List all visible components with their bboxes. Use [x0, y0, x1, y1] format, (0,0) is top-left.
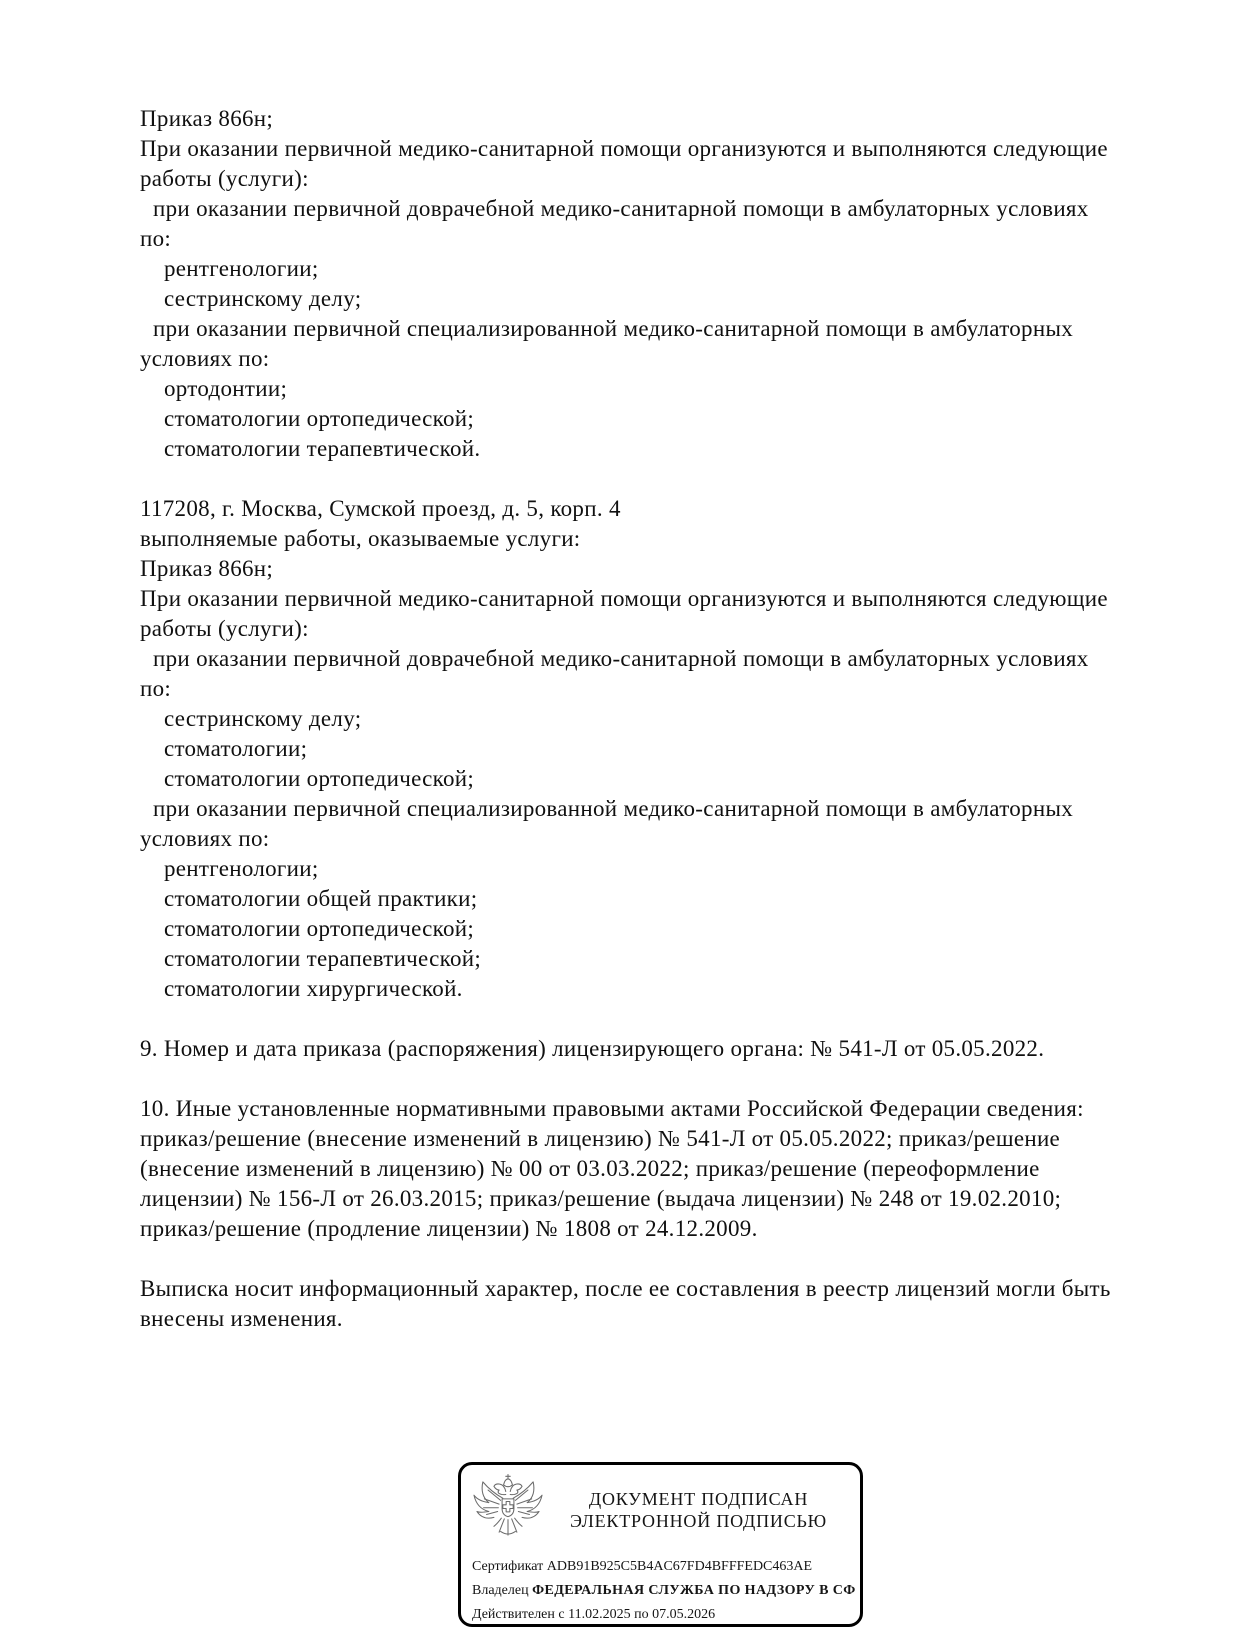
document-body: [140, 104, 1180, 1334]
text-line: 9. Номер и дата приказа (распоряжения) лицензирующего органа: № 541-Л от 05.05.2022.: [140, 1036, 1045, 1061]
text-line: работы (услуги):: [140, 616, 309, 641]
certificate-label: Сертификат: [472, 1559, 544, 1574]
block-address-and-services-second: [140, 494, 1180, 1004]
text-line: Приказ 866н;: [140, 556, 274, 581]
stamp-title: [545, 1488, 852, 1532]
text-line: 10. Иные установленные нормативными правовыми актами Российской Федерации сведения:: [140, 1096, 1084, 1121]
owner-line: [472, 1579, 860, 1603]
stamp-details: [461, 1547, 860, 1627]
signature-stamp: [458, 1462, 863, 1627]
block-disclaimer: [140, 1274, 1180, 1334]
text-line: при оказании первичной специализированной медико-санитарной помощи в амбулаторных: [153, 316, 1074, 341]
text-line: стоматологии ортопедической;: [164, 916, 475, 941]
text-line: При оказании первичной медико-санитарной помощи организуются и выполняются следующие: [140, 586, 1108, 611]
stamp-title-line2: ЭЛЕКТРОННОЙ ПОДПИСЬЮ: [570, 1511, 827, 1531]
text-line: работы (услуги):: [140, 166, 309, 191]
text-line: сестринскому делу;: [164, 286, 362, 311]
block-section-10: [140, 1094, 1180, 1244]
text-line: ортодонтии;: [164, 376, 288, 401]
block-section-9: [140, 1034, 1180, 1064]
double-headed-eagle-icon: [471, 1473, 545, 1547]
text-line: приказ/решение (продление лицензии) № 1808 от 24.12.2009.: [140, 1216, 758, 1241]
text-line: Выписка носит информационный характер, после ее составления в реестр лицензий могли быть: [140, 1276, 1111, 1301]
text-line: внесены изменения.: [140, 1306, 343, 1331]
text-line: по:: [140, 226, 172, 251]
validity-line: Действителен с 11.02.2025 по 07.05.2026: [472, 1607, 716, 1622]
text-line: по:: [140, 676, 172, 701]
text-line: рентгенологии;: [164, 856, 319, 881]
text-line: рентгенологии;: [164, 256, 319, 281]
owner-label: Владелец: [472, 1583, 529, 1598]
text-line: при оказании первичной доврачебной медико-санитарной помощи в амбулаторных условиях: [153, 646, 1089, 671]
text-line: при оказании первичной доврачебной медико-санитарной помощи в амбулаторных условиях: [153, 196, 1089, 221]
text-line: (внесение изменений в лицензию) № 00 от 03.03.2022; приказ/решение (переоформление: [140, 1156, 1040, 1181]
block-services-order-866n-first: [140, 104, 1180, 464]
text-line: стоматологии ортопедической;: [164, 406, 475, 431]
text-line: стоматологии;: [164, 736, 308, 761]
text-line: лицензии) № 156-Л от 26.03.2015; приказ/решение (выдача лицензии) № 248 от 19.02.2010;: [140, 1186, 1062, 1211]
text-line: При оказании первичной медико-санитарной помощи организуются и выполняются следующие: [140, 136, 1108, 161]
text-line: условиях по:: [140, 346, 270, 371]
owner-value: ФЕДЕРАЛЬНАЯ СЛУЖБА ПО НАДЗОРУ В СФ: [532, 1583, 856, 1598]
text-line: стоматологии терапевтической.: [164, 436, 481, 461]
text-line: приказ/решение (внесение изменений в лицензию) № 541-Л от 05.05.2022; приказ/решение: [140, 1126, 1061, 1151]
text-line: выполняемые работы, оказываемые услуги:: [140, 526, 581, 551]
text-line: стоматологии ортопедической;: [164, 766, 475, 791]
certificate-value: ADB91B925C5B4AC67FD4BFFFEDC463AE: [546, 1559, 813, 1574]
text-line: стоматологии хирургической.: [164, 976, 463, 1001]
certificate-line: [472, 1555, 860, 1579]
text-line: условиях по:: [140, 826, 270, 851]
text-line: стоматологии общей практики;: [164, 886, 478, 911]
text-line: при оказании первичной специализированной медико-санитарной помощи в амбулаторных: [153, 796, 1074, 821]
stamp-title-line1: ДОКУМЕНТ ПОДПИСАН: [588, 1489, 809, 1509]
stamp-header: [461, 1465, 860, 1547]
text-line: сестринскому делу;: [164, 706, 362, 731]
text-line: Приказ 866н;: [140, 106, 274, 131]
text-line: стоматологии терапевтической;: [164, 946, 482, 971]
text-line: 117208, г. Москва, Сумской проезд, д. 5, корп. 4: [140, 496, 621, 521]
